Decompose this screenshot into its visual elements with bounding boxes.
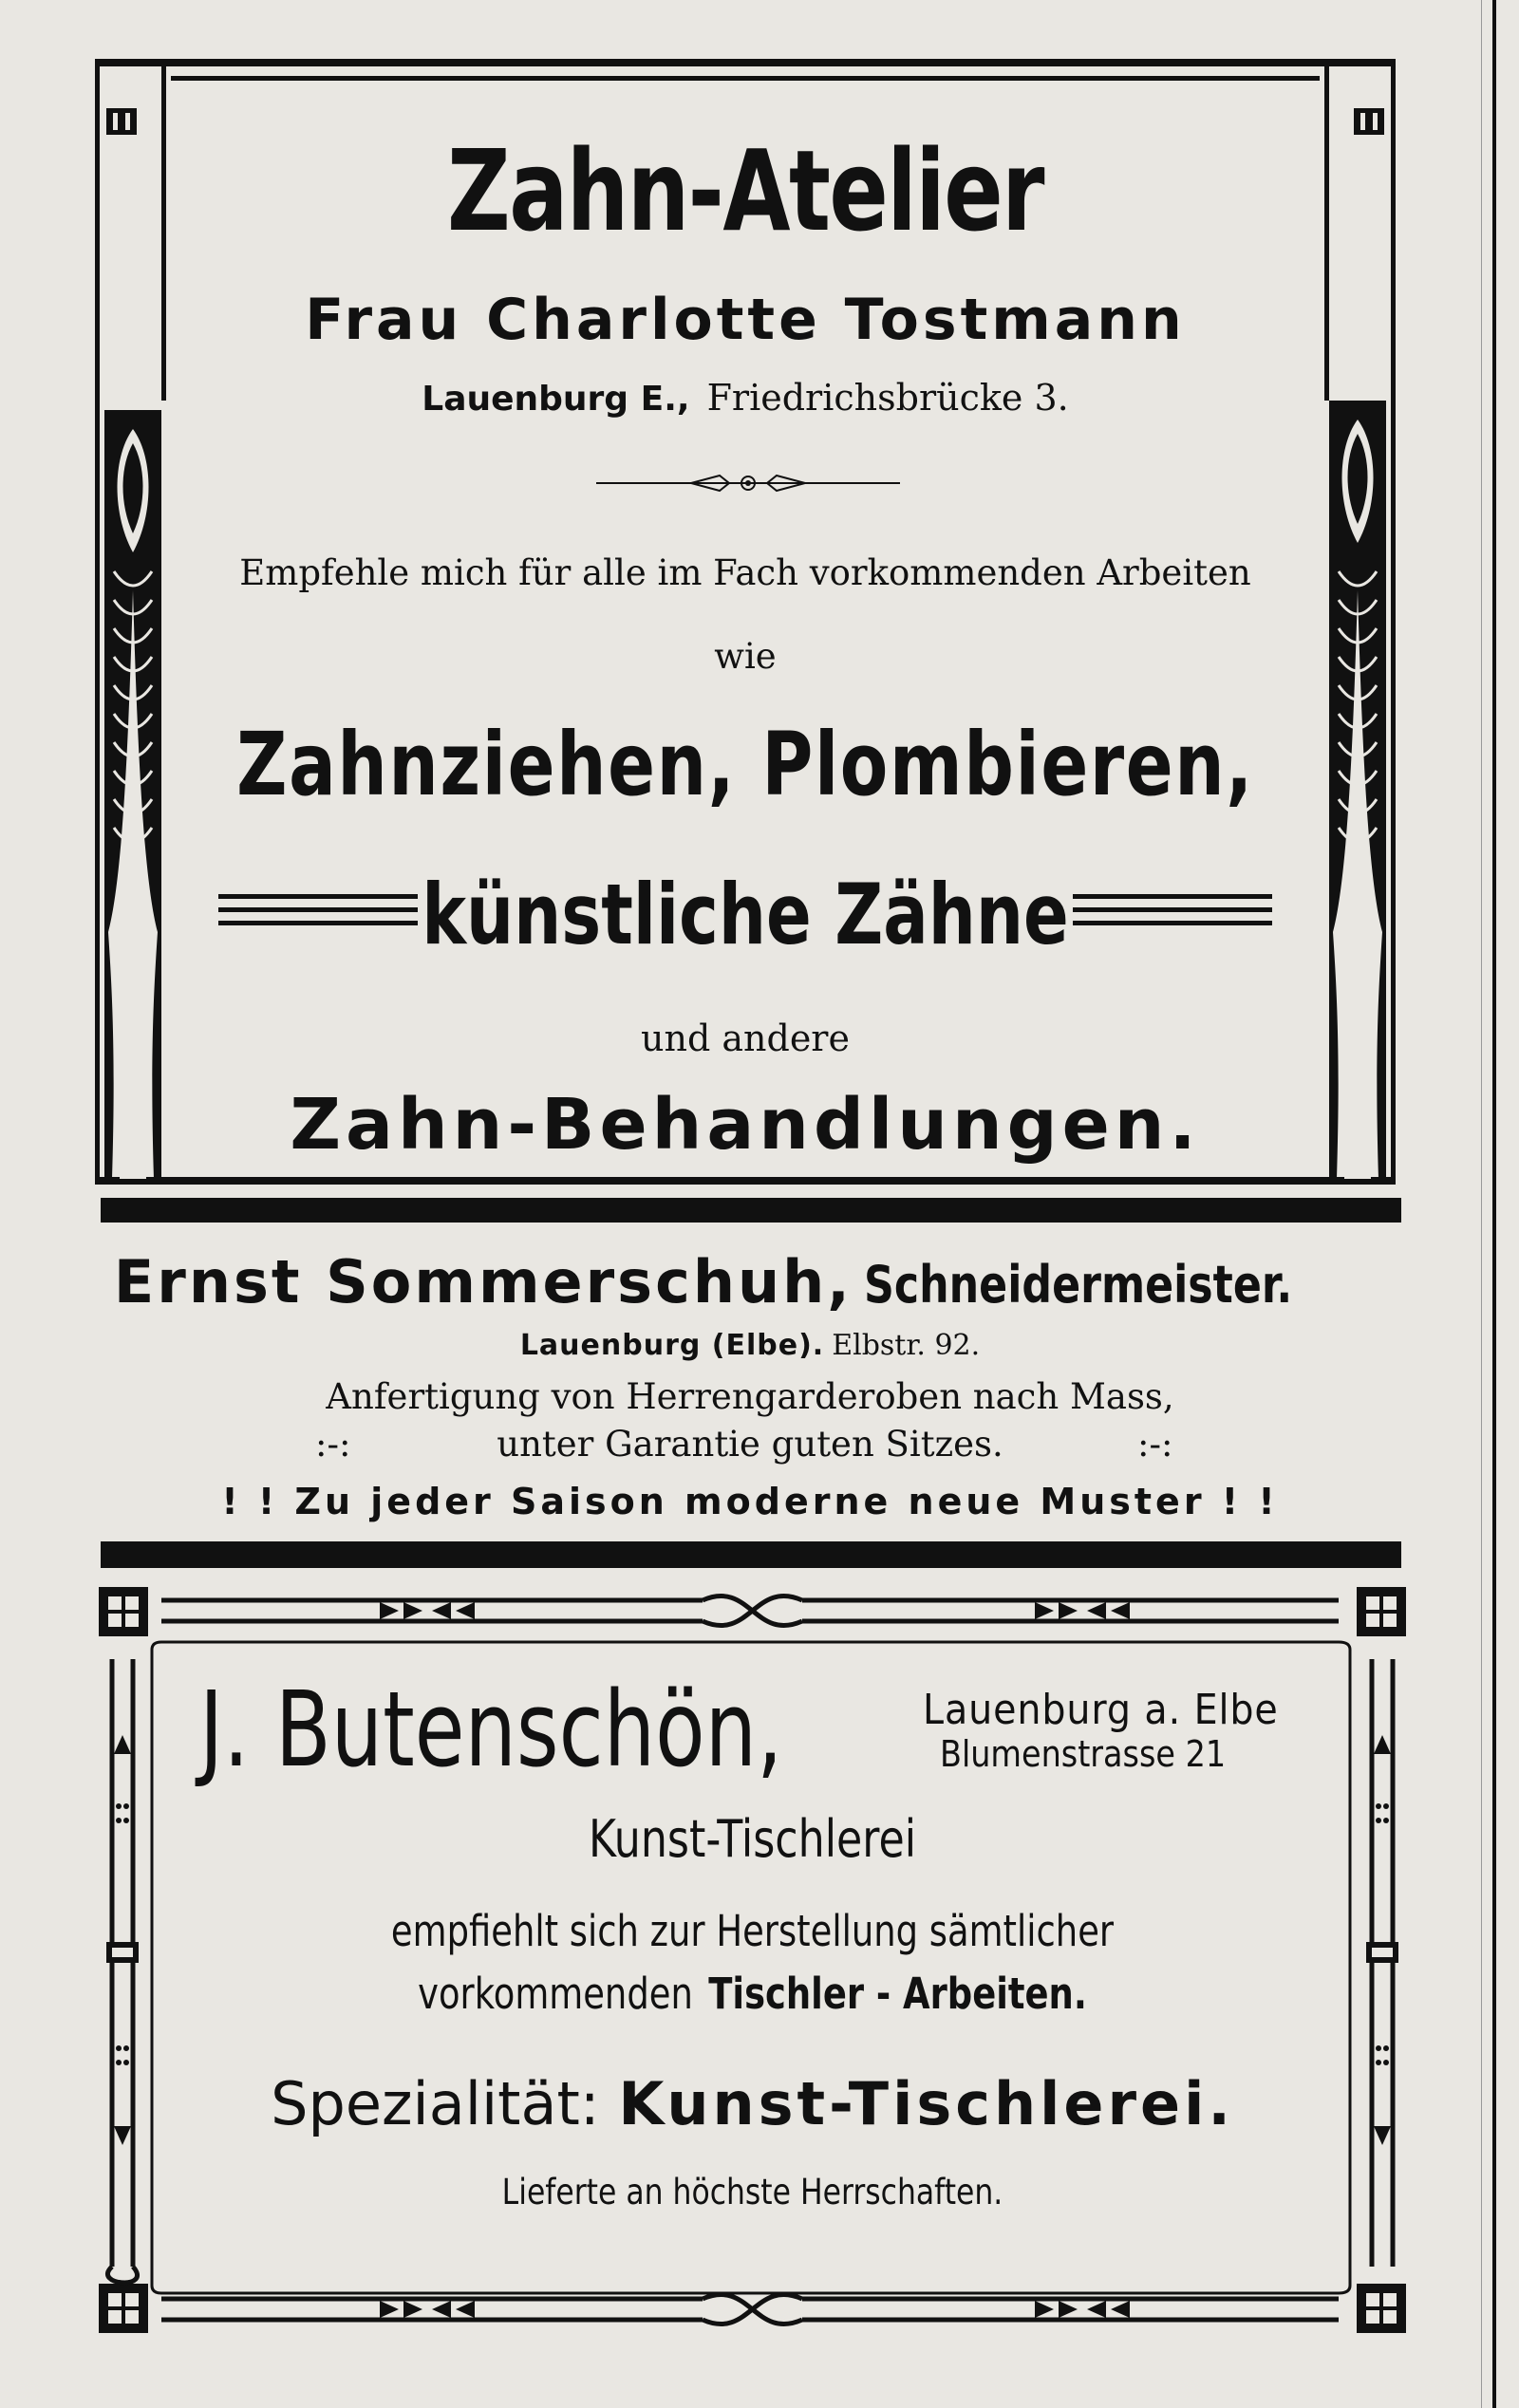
carpenter-company: J. Butenschön,	[199, 1669, 783, 1790]
ad-dentist	[95, 59, 1396, 1186]
tailor-guarantee: unter Garantie guten Sitzes.	[497, 1424, 1003, 1465]
carpenter-city: Lauenburg a. Elbe	[923, 1686, 1279, 1734]
tailor-season-slogan: ! ! Zu jeder Saison moderne neue Muster ! !	[221, 1481, 1279, 1522]
dentist-city: Lauenburg E.,	[422, 380, 690, 419]
frame-bottom-rule	[95, 1177, 1396, 1185]
dentist-owner: Frau Charlotte Tostmann	[305, 287, 1186, 353]
frame-top-inner-rule	[171, 76, 1320, 81]
carpenter-offer-prefix: vorkommenden	[418, 1969, 693, 2019]
ad-carpenter	[95, 1583, 1410, 2337]
page-edge-rule	[1492, 0, 1496, 2408]
tailor-job: Schneidermeister.	[863, 1255, 1293, 1315]
triple-rule-right	[1073, 894, 1272, 942]
tailor-name: Ernst Sommerschuh,	[113, 1247, 853, 1316]
right-ornament-pillar	[1320, 59, 1396, 1185]
carpenter-street: Blumenstrasse 21	[940, 1733, 1227, 1775]
carpenter-offer-line1: empfiehlt sich zur Herstellung sämtlicher	[390, 1906, 1115, 1956]
carpenter-speciality-prefix: Spezialität:	[271, 2069, 600, 2138]
dentist-treatments: Zahn-Behandlungen.	[290, 1084, 1201, 1166]
tailor-marker-right: :-:	[1137, 1424, 1173, 1465]
carpenter-delivered: Lieferte an höchste Herrschaften.	[501, 2172, 1003, 2212]
left-ornament-pillar	[95, 59, 171, 1185]
dentist-street: Friedrichsbrücke 3.	[706, 377, 1069, 419]
tailor-street: Elbstr. 92.	[832, 1329, 981, 1362]
dentist-and-other: und andere	[641, 1017, 850, 1059]
pillar-ornament-icon	[95, 59, 171, 1185]
tailor-made-to-measure: Anfertigung von Herrengarderoben nach Mass,	[326, 1376, 1174, 1417]
carpenter-speciality-strong: Kunst-Tischlerei.	[618, 2069, 1234, 2138]
tailor-name-row	[95, 1247, 1405, 1316]
carpenter-offer-line2	[214, 1969, 1292, 2019]
frame-top-rule	[95, 59, 1396, 66]
tailor-address	[95, 1329, 1405, 1362]
tailor-guarantee-row	[95, 1424, 1405, 1471]
carpenter-trade: Kunst-Tischlerei	[588, 1809, 917, 1869]
dentist-title: Zahn-Atelier	[447, 125, 1043, 256]
dentist-wie: wie	[714, 636, 777, 677]
carpenter-offer-strong: Tischler - Arbeiten.	[708, 1969, 1087, 2019]
page-edge-shadow	[1481, 0, 1482, 2408]
dentist-services-line1: Zahnziehen, Plombieren,	[236, 714, 1254, 815]
tailor-marker-left: :-:	[315, 1424, 351, 1465]
pillar-ornament-icon	[1320, 59, 1396, 1185]
tailor-top-bar	[101, 1198, 1401, 1223]
dentist-recommendation: Empfehle mich für alle im Fach vorkommenden Arbeiten	[239, 552, 1251, 593]
tailor-city: Lauenburg (Elbe).	[519, 1329, 825, 1362]
carpenter-speciality	[95, 2069, 1410, 2138]
ad-tailor	[95, 1198, 1405, 1573]
dentist-services-line2-row	[218, 866, 1272, 970]
dentist-services-line2: künstliche Zähne	[422, 866, 1069, 963]
divider-ornament-icon	[596, 469, 900, 497]
tailor-bottom-bar	[101, 1541, 1401, 1568]
dentist-address	[95, 377, 1396, 419]
